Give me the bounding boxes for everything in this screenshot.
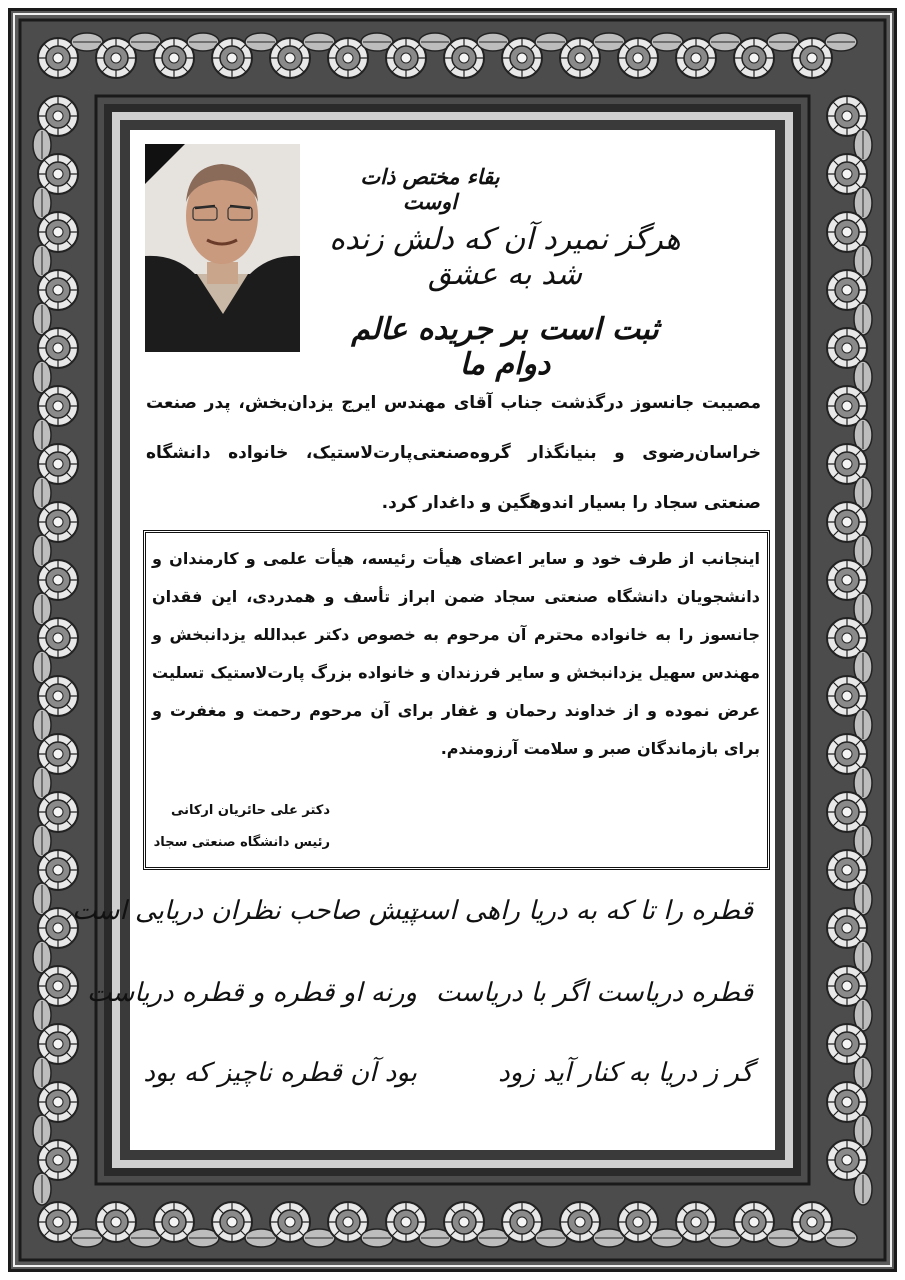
header-line-1: بقاء مختص ذات اوست bbox=[360, 164, 500, 214]
header-line-2: هرگز نمیرد آن که دلش زنده شد به عشق bbox=[329, 222, 681, 292]
condolence-text: اینجانب از طرف خود و سایر اعضای هیأت رئیسه، هیأت علمی و کارمندان و دانشجویان دانشگاه صنعتی سجاد ضمن ابراز تأسف و همدردی، این فقدان جانسوز را به خانواده محترم آن مرحوم به خصوص دکتر عبدالله یزدانبخش و مهندس سهیل یزدانبخش و سایر فرزندان و خانواده بزرگ پارت‌لاستیک تسلیت عرض نموده و از خداوند رحمان و غفار برای آن مرحوم رحمت و مغفرت و برای بازماندگان صبر و سلامت آرزومندم. bbox=[152, 549, 760, 758]
poem-line: بود آن قطره ناچیز که بود bbox=[143, 1058, 417, 1088]
border-leaf bbox=[825, 33, 857, 51]
header-line-3: ثبت است بر جریده عالم دوام ما bbox=[351, 312, 659, 382]
signer-title: رئیس دانشگاه صنعتی سجاد bbox=[153, 835, 330, 850]
poem-line: گر ز دریا به کنار آید زود bbox=[498, 1058, 753, 1088]
deceased-portrait-photo bbox=[145, 144, 300, 352]
intro-paragraph: مصیبت جانسوز درگذشت جناب آقای مهندس ایرج یزدان‌بخش، پدر صنعت خراسان‌رضوی و بنیانگذار گروه‌صنعتی‌پارت‌لاستیک، خانواده دانشگاه صنعتی سجاد را بسیار اندوهگین و داغدار کرد. bbox=[146, 393, 761, 513]
border-leaf bbox=[854, 1173, 872, 1205]
poem-line: قطره را تا که به دریا راهی است bbox=[402, 896, 753, 926]
border-leaf bbox=[33, 1173, 51, 1205]
border-leaf bbox=[825, 1229, 857, 1247]
poem-line: ورنه او قطره و قطره دریاست bbox=[86, 978, 417, 1008]
poem-line: پیش صاحب نظران دریایی است bbox=[72, 896, 417, 926]
poem-line: قطره دریاست اگر با دریاست bbox=[435, 978, 753, 1008]
signer-name: دکتر علی حائریان ارکانی bbox=[170, 803, 330, 818]
